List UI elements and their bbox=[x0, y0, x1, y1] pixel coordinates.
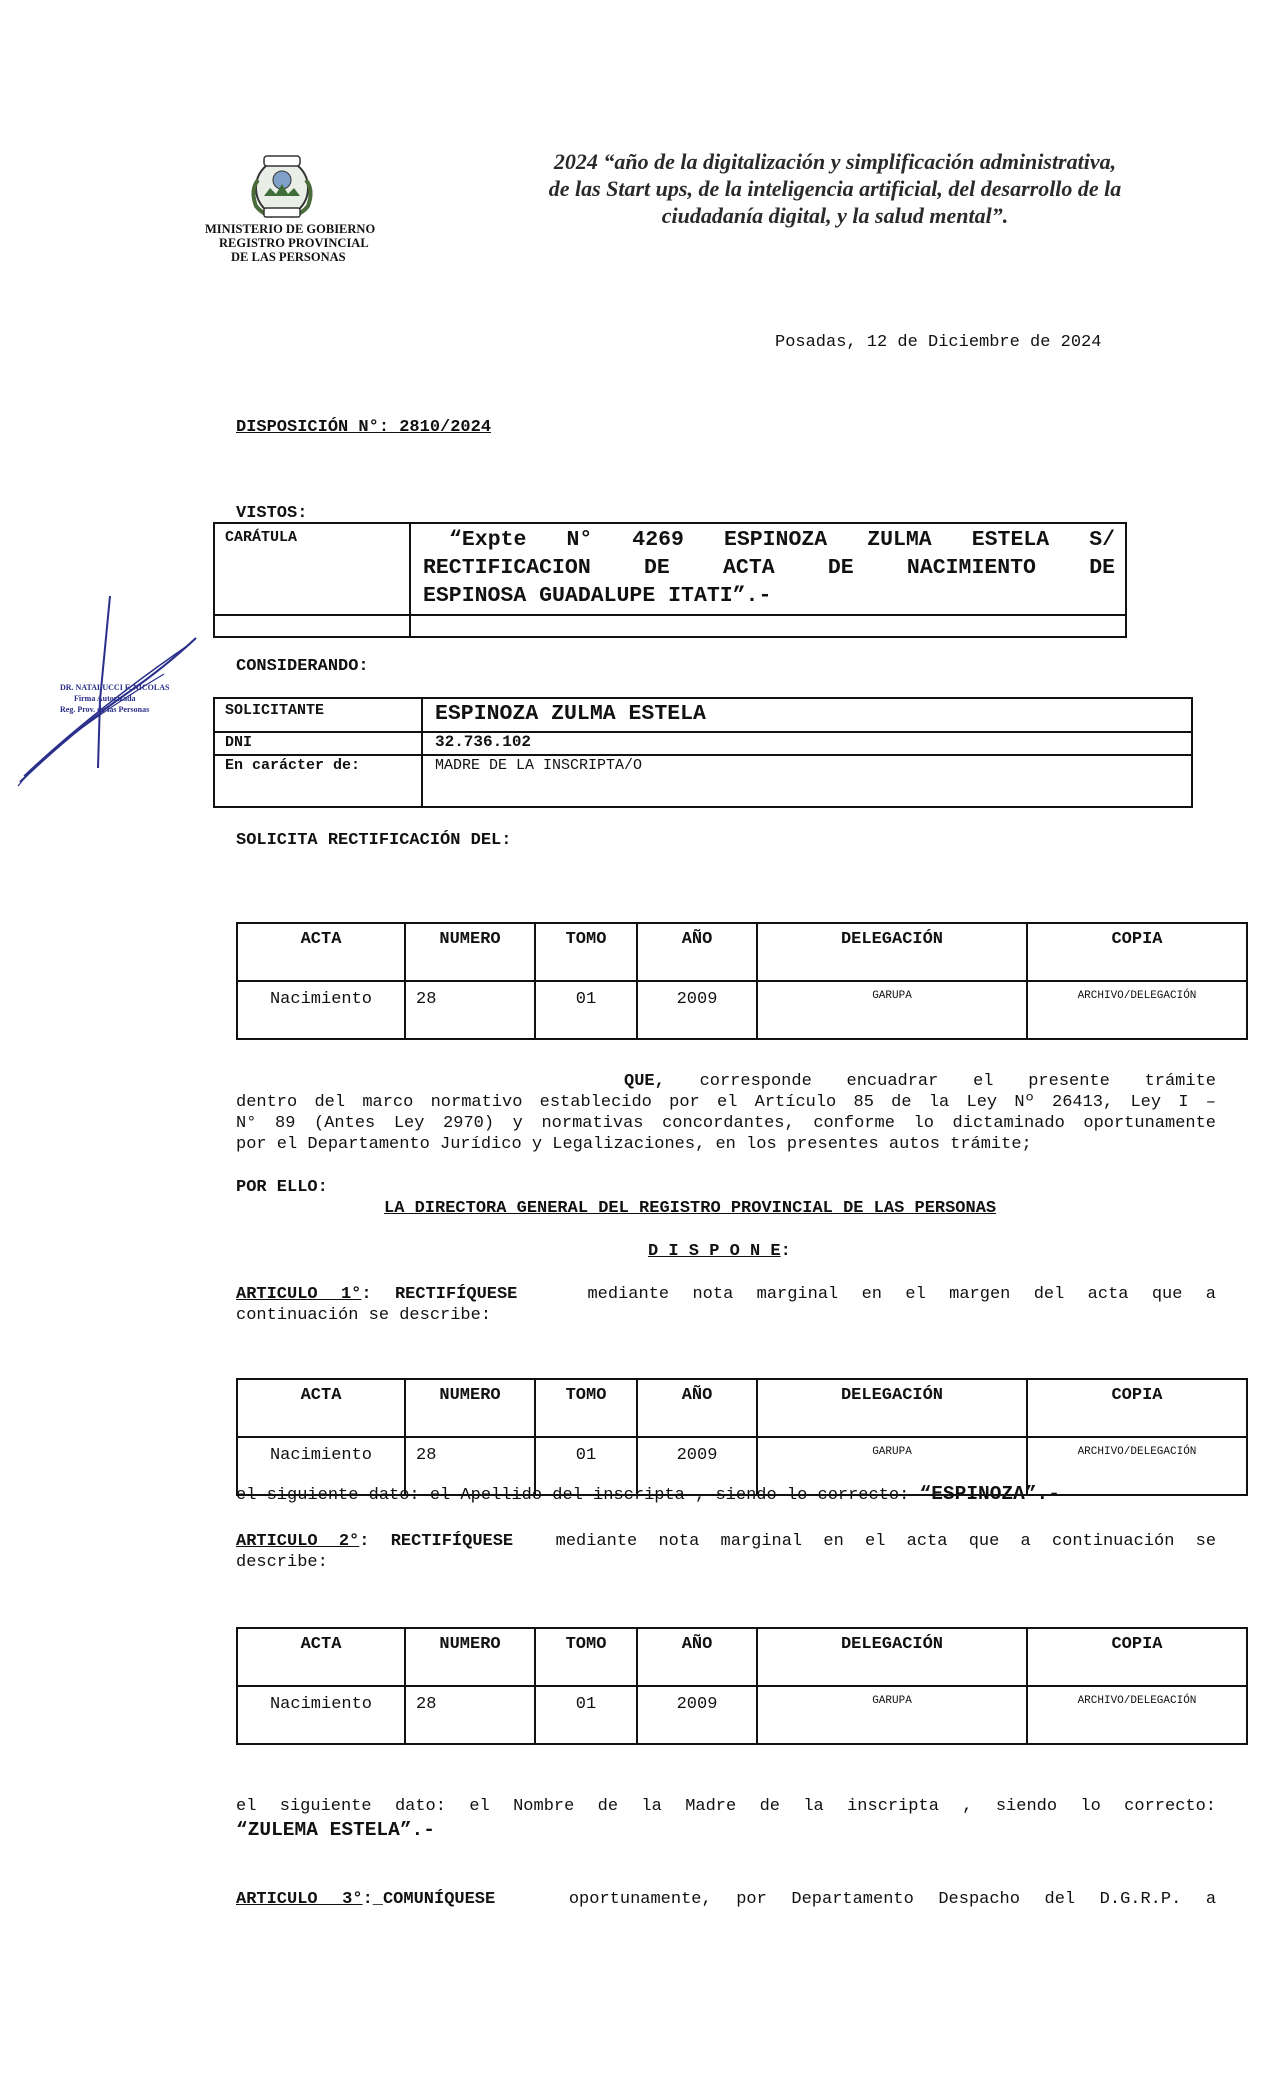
dispone-heading bbox=[648, 1241, 791, 1262]
article-1-line1 bbox=[236, 1284, 1216, 1305]
cell-delegacion: GARUPA bbox=[757, 1686, 1027, 1744]
dni-value: 32.736.102 bbox=[435, 733, 532, 751]
dni-label-cell bbox=[214, 732, 422, 755]
article-2-line1 bbox=[236, 1531, 1216, 1552]
article-3 bbox=[236, 1889, 1216, 1910]
caracter-label-cell bbox=[214, 755, 422, 807]
que-first-line-text: corresponde encuadrar el presente trámite bbox=[699, 1072, 1216, 1091]
header-acta: ACTA bbox=[237, 923, 405, 981]
considerando-heading: CONSIDERANDO: bbox=[236, 657, 369, 676]
header-acta: ACTA bbox=[237, 1379, 405, 1437]
article-1-label: ARTICULO 1° bbox=[236, 1285, 362, 1304]
motto-line: ciudadanía digital, y la salud mental”. bbox=[661, 203, 1009, 228]
stamp-line: Reg. Prov. de las Personas bbox=[60, 705, 150, 714]
coat-of-arms-logo bbox=[242, 150, 322, 222]
header-anio: AÑO bbox=[637, 1379, 757, 1437]
solicitante-value: ESPINOZA ZULMA ESTELA bbox=[435, 702, 706, 726]
article-3-text: oportunamente, por Departamento Despacho del D.G.R.P. a bbox=[568, 1890, 1217, 1909]
que-line: N° 89 (Antes Ley 2970) y normativas concordantes, conforme lo dictaminado oportunamente bbox=[236, 1114, 1216, 1133]
signature-stamp bbox=[60, 682, 169, 715]
solicitante-label: SOLICITANTE bbox=[225, 702, 325, 719]
header-anio: AÑO bbox=[637, 923, 757, 981]
solicita-heading: SOLICITA RECTIFICACIÓN DEL: bbox=[236, 831, 512, 850]
que-paragraph bbox=[236, 1071, 1216, 1155]
article-3-verb: COMUNÍQUESE bbox=[382, 1890, 496, 1909]
article-1-verb: RECTIFÍQUESE bbox=[394, 1285, 518, 1304]
header-numero: NUMERO bbox=[405, 1628, 535, 1686]
handwritten-signature bbox=[14, 590, 204, 790]
header-tomo: TOMO bbox=[535, 1379, 637, 1437]
cell-numero: 28 bbox=[405, 981, 535, 1039]
ministry-line: MINISTERIO DE GOBIERNO bbox=[205, 222, 376, 236]
cell-copia: ARCHIVO/DELEGACIÓN bbox=[1027, 981, 1247, 1039]
cell-tomo: 01 bbox=[535, 1686, 637, 1744]
cell-tomo: 01 bbox=[535, 981, 637, 1039]
article-3-colon: :_ bbox=[362, 1890, 383, 1909]
caratula-line: RECTIFICACION DE ACTA DE NACIMIENTO DE bbox=[423, 556, 1115, 580]
motto-line: 2024 “año de la digitalización y simplificación administrativa, bbox=[553, 149, 1117, 174]
header-copia: COPIA bbox=[1027, 1628, 1247, 1686]
por-ello-heading: POR ELLO: bbox=[236, 1178, 328, 1197]
header-numero: NUMERO bbox=[405, 923, 535, 981]
article-2-result bbox=[236, 1796, 1216, 1843]
cell-acta: Nacimiento bbox=[237, 981, 405, 1039]
cell-acta: Nacimiento bbox=[237, 1437, 405, 1495]
dispone-text: D I S P O N E bbox=[648, 1242, 781, 1261]
caratula-label: CARÁTULA bbox=[225, 529, 298, 546]
cell-numero: 28 bbox=[405, 1686, 535, 1744]
article-1-text: mediante nota marginal en el margen del acta que a bbox=[587, 1285, 1217, 1304]
header-tomo: TOMO bbox=[535, 1628, 637, 1686]
vistos-heading: VISTOS: bbox=[236, 504, 308, 523]
motto-line: de las Start ups, de la inteligencia artificial, del desarrollo de la bbox=[548, 176, 1122, 201]
article-1 bbox=[236, 1284, 1216, 1326]
header-acta: ACTA bbox=[237, 1628, 405, 1686]
header-delegacion: DELEGACIÓN bbox=[757, 1628, 1027, 1686]
article-1-result-value: “ESPINOZA”.- bbox=[919, 1483, 1060, 1505]
article-2-label: ARTICULO 2° bbox=[236, 1532, 360, 1551]
cell-anio: 2009 bbox=[637, 981, 757, 1039]
article-2-result-text: el siguiente dato: el Nombre de la Madre de la inscripta , siendo lo correcto: bbox=[236, 1797, 1216, 1816]
caratula-empty-cell bbox=[214, 615, 410, 637]
cell-anio: 2009 bbox=[637, 1686, 757, 1744]
ministry-line: DE LAS PERSONAS bbox=[231, 250, 346, 264]
cell-copia: ARCHIVO/DELEGACIÓN bbox=[1027, 1686, 1247, 1744]
year-motto bbox=[495, 148, 1175, 229]
header-tomo: TOMO bbox=[535, 923, 637, 981]
header-copia: COPIA bbox=[1027, 1379, 1247, 1437]
cell-numero: 28 bbox=[405, 1437, 535, 1495]
article-1-colon: : bbox=[361, 1285, 372, 1304]
header-copia: COPIA bbox=[1027, 923, 1247, 981]
header-delegacion: DELEGACIÓN bbox=[757, 923, 1027, 981]
stamp-line: Firma Autorizada bbox=[74, 694, 136, 703]
cell-acta: Nacimiento bbox=[237, 1686, 405, 1744]
article-3-line1 bbox=[236, 1889, 1216, 1910]
article-3-label: ARTICULO 3° bbox=[236, 1890, 363, 1909]
cell-anio: 2009 bbox=[637, 1437, 757, 1495]
dispone-colon: : bbox=[780, 1242, 791, 1261]
directora-heading: LA DIRECTORA GENERAL DEL REGISTRO PROVINCIAL DE LAS PERSONAS bbox=[384, 1199, 997, 1218]
header-numero: NUMERO bbox=[405, 1379, 535, 1437]
que-lead: QUE, bbox=[624, 1072, 665, 1091]
article-2-verb: RECTIFÍQUESE bbox=[390, 1532, 514, 1551]
caratula-value-cell bbox=[410, 523, 1126, 615]
date-line: Posadas, 12 de Diciembre de 2024 bbox=[775, 333, 1102, 352]
caratula-label-cell bbox=[214, 523, 410, 615]
dni-label: DNI bbox=[225, 734, 253, 751]
article-1-result-text: el siguiente dato: el Apellido del inscripta , siendo lo correcto: bbox=[236, 1486, 920, 1505]
article-2-colon: : bbox=[359, 1532, 370, 1551]
applicant-table bbox=[213, 697, 1193, 808]
cell-delegacion: GARUPA bbox=[757, 981, 1027, 1039]
disposicion-number: DISPOSICIÓN N°: 2810/2024 bbox=[236, 418, 492, 437]
article-2 bbox=[236, 1531, 1216, 1573]
que-first-line bbox=[236, 1071, 1216, 1092]
acta-table-request bbox=[236, 922, 1248, 1040]
dni-value-cell bbox=[422, 732, 1192, 755]
ministry-line: REGISTRO PROVINCIAL bbox=[219, 236, 369, 250]
caratula-empty-cell bbox=[410, 615, 1126, 637]
article-1-result bbox=[236, 1484, 1060, 1506]
cell-delegacion: GARUPA bbox=[757, 1437, 1027, 1495]
stamp-line: DR. NATALUCCI F. NICOLAS bbox=[60, 683, 170, 692]
caratula-line: “Expte N° 4269 ESPINOZA ZULMA ESTELA S/ bbox=[449, 528, 1115, 552]
que-line: por el Departamento Jurídico y Legalizaciones, en los presentes autos trámite; bbox=[236, 1135, 1032, 1154]
cell-copia: ARCHIVO/DELEGACIÓN bbox=[1027, 1437, 1247, 1495]
acta-table-article-2 bbox=[236, 1627, 1248, 1745]
caracter-value: MADRE DE LA INSCRIPTA/O bbox=[435, 757, 643, 774]
solicitante-label-cell bbox=[214, 698, 422, 732]
article-1-line2: continuación se describe: bbox=[236, 1306, 492, 1325]
article-2-text: mediante nota marginal en el acta que a continuación se bbox=[555, 1532, 1217, 1551]
article-2-line2: describe: bbox=[236, 1553, 328, 1572]
caratula-line: ESPINOSA GUADALUPE ITATI”.- bbox=[423, 584, 772, 608]
caracter-value-cell bbox=[422, 755, 1192, 807]
caracter-label: En carácter de: bbox=[225, 757, 361, 774]
caratula-table bbox=[213, 522, 1127, 638]
header-anio: AÑO bbox=[637, 1628, 757, 1686]
solicitante-value-cell bbox=[422, 698, 1192, 732]
article-2-result-value: “ZULEMA ESTELA”.- bbox=[236, 1819, 435, 1841]
ministry-name bbox=[205, 222, 405, 264]
que-line: dentro del marco normativo establecido por el Artículo 85 de la Ley Nº 26413, Ley I – bbox=[236, 1093, 1216, 1112]
cell-tomo: 01 bbox=[535, 1437, 637, 1495]
acta-table-article-1 bbox=[236, 1378, 1248, 1496]
header-delegacion: DELEGACIÓN bbox=[757, 1379, 1027, 1437]
